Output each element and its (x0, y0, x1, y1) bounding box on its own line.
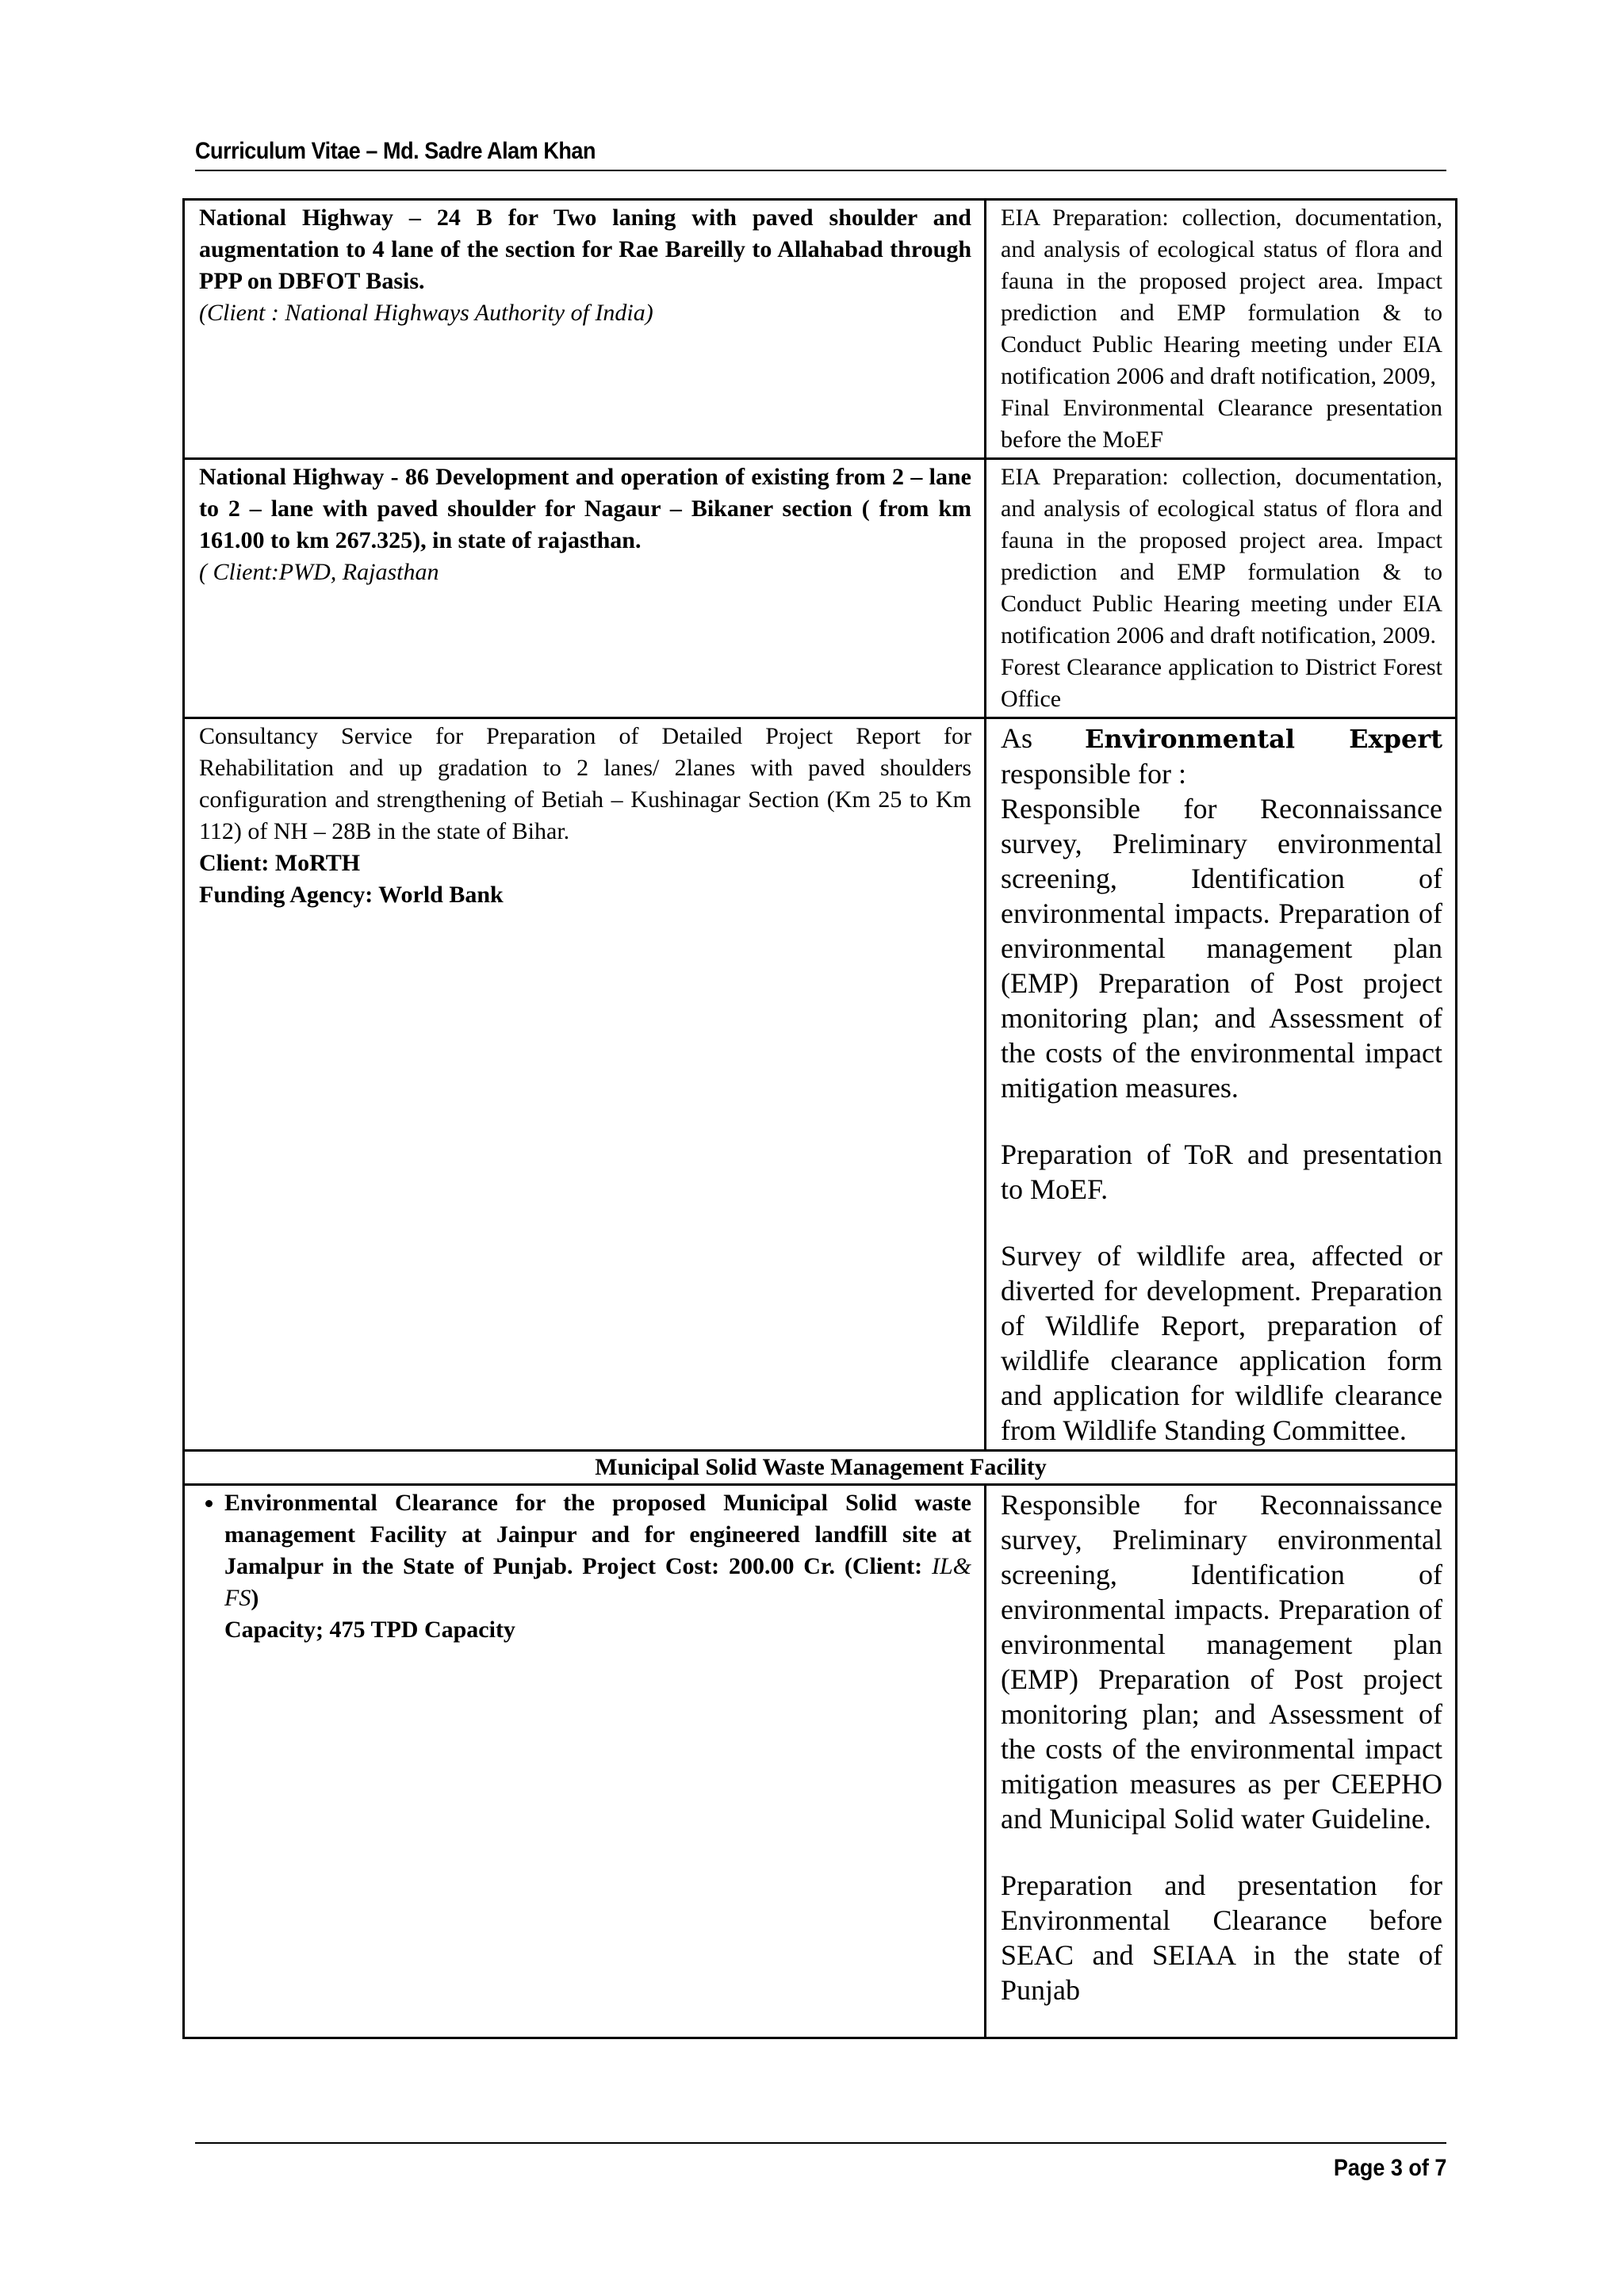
project-client-name: IL& FS (224, 1553, 971, 1611)
project-cell (184, 459, 986, 718)
document-header-title: Curriculum Vitae – Md. Sadre Alam Khan (195, 138, 596, 164)
role-as: As (1001, 722, 1033, 754)
experience-table (182, 198, 1457, 2039)
section-heading: Municipal Solid Waste Management Facility (184, 1451, 1457, 1485)
role-description-2: Preparation of ToR and presentation to MoEF. (1001, 1138, 1442, 1205)
project-capacity: Capacity; 475 TPD Capacity (224, 1617, 515, 1643)
project-title: National Highway – 24 B for Two laning with paved shoulder and augmentation to 4 lane of the section for Rae Bareilly to Allahabad through PPP on DBFOT Basis. (199, 205, 971, 294)
role-description: EIA Preparation: collection, documentation, and analysis of ecological status of flora and fauna in the proposed project area. Impact prediction and EMP formulation & to Conduct Public Hearing meeting under EIA notification 2006 and draft notification, 2009. (1001, 464, 1442, 649)
project-client: Client: MoRTH (199, 850, 361, 876)
project-cell (184, 1485, 986, 2038)
table-row (184, 1485, 1457, 2038)
table-row (184, 459, 1457, 718)
funding-agency: Funding Agency: World Bank (199, 882, 504, 908)
role-cell (986, 718, 1457, 1451)
project-title: Environmental Clearance for the proposed Municipal Solid waste management Facility at Jainpur and for engineered landfill site at Jamalpur in the State of Punjab. Project Cost: 200.00 Cr. (Client: (224, 1490, 971, 1579)
project-client: (Client : National Highways Authority of India) (199, 300, 653, 326)
role-description: EIA Preparation: collection, documentation, and analysis of ecological status of flora and fauna in the proposed project area. Impact prediction and EMP formulation & to Conduct Public Hearing meeting under EIA notification 2006 and draft notification, 2009, (1001, 205, 1442, 389)
role-description-2: Preparation and presentation for Environmental Clearance before SEAC and SEIAA in the state of Punjab (1001, 1869, 1442, 2006)
project-client-close: ) (251, 1585, 259, 1611)
paragraph-gap (1001, 1836, 1442, 1868)
project-bullet-list (199, 1487, 971, 1646)
role-description-2: Forest Clearance application to District Forest Office (1001, 654, 1442, 712)
role-cell (986, 459, 1457, 718)
project-description: Consultancy Service for Preparation of Detailed Project Report for Rehabilitation and up gradation to 2 lanes/ 2lanes with paved shoulders configuration and strengthening of Betiah – Kushinagar Section (Km 25 to Km 112) of NH – 28B in the state of Bihar. (199, 723, 971, 844)
role-heading (1001, 721, 1442, 756)
section-row (184, 1451, 1457, 1485)
role-description-2: Final Environmental Clearance presentation before the MoEF (1001, 395, 1442, 453)
header-divider (195, 170, 1446, 171)
table-row (184, 718, 1457, 1451)
project-title: National Highway - 86 Development and operation of existing from 2 – lane to 2 – lane with paved shoulder for Nagaur – Bikaner section ( from km 161.00 to km 267.325), in state of rajasthan. (199, 464, 971, 553)
paragraph-gap (1001, 1207, 1442, 1238)
role-cell (986, 1485, 1457, 2038)
role-description: Responsible for Reconnaissance survey, Preliminary environmental screening, Identification of environmental impacts. Preparation of environmental management plan (EMP) Preparation of Post project monitoring plan; and Assessment of the costs of the environmental impact mitigation measures. (1001, 793, 1442, 1104)
role-description: Responsible for Reconnaissance survey, Preliminary environmental screening, Identification of environmental impacts. Preparation of environmental management plan (EMP) Preparation of Post project monitoring plan; and Assessment of the costs of the environmental impact mitigation measures as per CEEPHO and Municipal Solid water Guideline. (1001, 1489, 1442, 1835)
project-cell (184, 718, 986, 1451)
role-cell (986, 200, 1457, 459)
project-client: ( Client:PWD, Rajasthan (199, 559, 439, 585)
footer-divider (195, 2142, 1446, 2144)
project-cell (184, 200, 986, 459)
role-responsible-for: responsible for : (1001, 758, 1186, 790)
table-row (184, 200, 1457, 459)
role-title: Environmental Expert (1085, 724, 1442, 754)
list-item (224, 1487, 971, 1646)
role-description-3: Survey of wildlife area, affected or diverted for development. Preparation of Wildlife Report, preparation of wildlife clearance application form and application for wildlife clearance from Wildlife Standing Committee. (1001, 1240, 1442, 1446)
page-number: Page 3 of 7 (1333, 2155, 1446, 2181)
paragraph-gap (1001, 1105, 1442, 1137)
